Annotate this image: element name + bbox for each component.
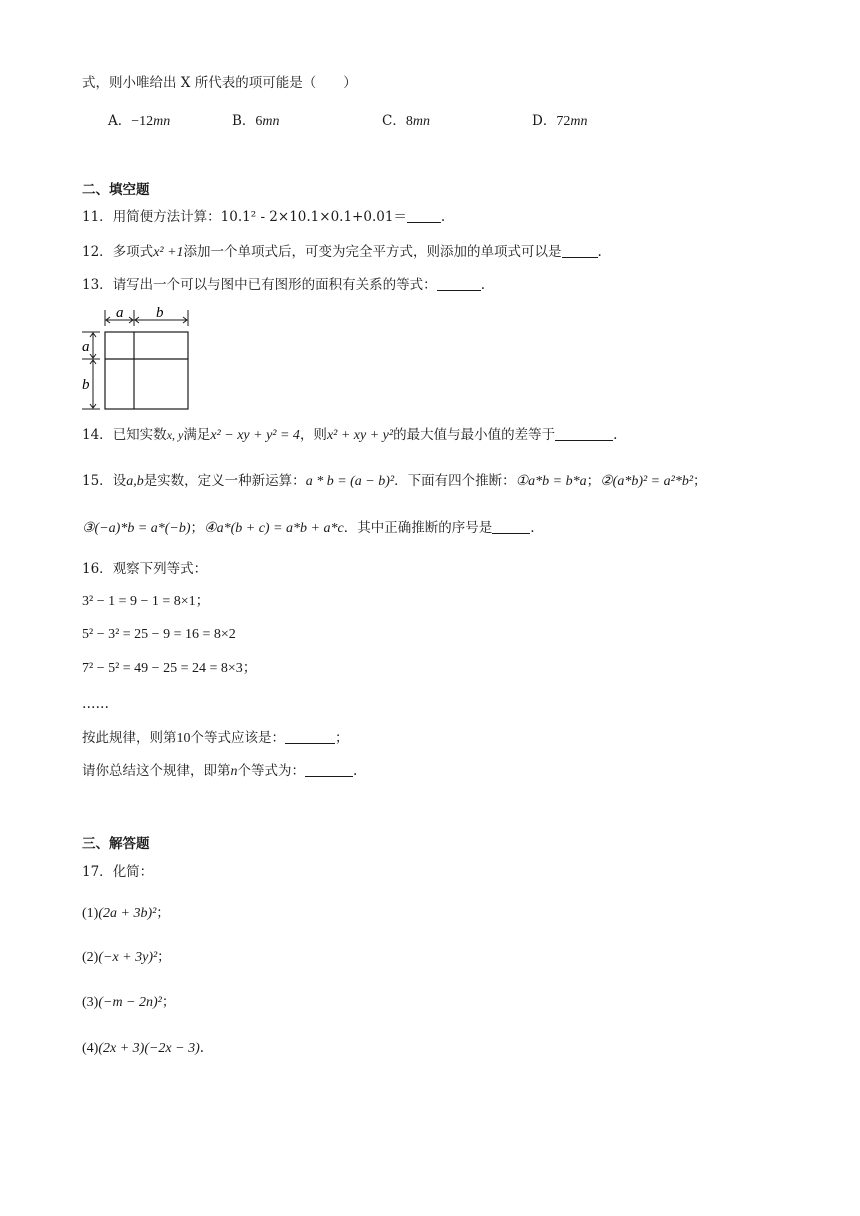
math-expression: x² + xy + y² <box>326 428 394 443</box>
option-letter: C． <box>382 113 406 129</box>
q10-tail: 式，则小唯给出 X 所代表的项可能是（ ） <box>82 75 357 91</box>
pattern-equation-1: 3² − 1 = 9 − 1 = 8×1； <box>82 594 210 609</box>
question-text: 请写出一个可以与图中已有图形的面积有关系的等式： <box>112 277 437 293</box>
option-var: mn <box>262 114 280 129</box>
answer-blank[interactable] <box>492 520 530 534</box>
math-number: 10 <box>176 731 191 746</box>
pattern-equation-3: 7² − 5² = 49 − 25 = 24 = 8×3； <box>82 661 257 676</box>
question-number: 14． <box>82 427 113 443</box>
answer-blank[interactable] <box>555 427 613 441</box>
item-label: (1) <box>82 906 99 921</box>
q17-item-4 <box>82 1039 204 1058</box>
q17-item-2 <box>82 948 171 967</box>
pattern-equation-2: 5² − 3² = 25 − 9 = 16 = 8×2 <box>82 627 236 642</box>
question-end: ； <box>335 730 349 746</box>
question-text: ，则 <box>299 427 327 443</box>
math-expression: (−x + 3y)² <box>98 950 158 965</box>
question-end: . <box>440 209 446 225</box>
fig-label-top-b: b <box>156 305 164 321</box>
option-c[interactable] <box>382 109 430 130</box>
fig-label-side-a: a <box>82 339 90 355</box>
question-text: 是实数，定义一种新运算： <box>143 473 306 489</box>
question-11 <box>82 208 445 226</box>
question-text: ．下面有四个推断： <box>394 473 516 489</box>
math-expression: (−m − 2n)² <box>98 995 162 1010</box>
question-14 <box>82 426 617 445</box>
question-16 <box>82 560 207 578</box>
math-expression: x² − xy + y² = 4 <box>210 428 300 443</box>
option-var: mn <box>412 114 430 129</box>
question-13 <box>82 276 485 294</box>
question-text: 个等式应该是： <box>190 730 285 746</box>
option-value: 6 <box>255 114 263 129</box>
question-end: . <box>480 277 485 293</box>
question-end: . <box>613 427 618 443</box>
item-end: . <box>199 1040 205 1056</box>
option-letter: A． <box>108 113 132 129</box>
question-number: 16． <box>82 561 113 577</box>
question-text: 请你总结这个规律，即第 <box>82 763 231 779</box>
inference-3: ③(−a)*b = a*(−b) <box>82 521 191 536</box>
answer-blank[interactable] <box>407 209 441 223</box>
math-expression: (2a + 3b)² <box>98 906 157 921</box>
option-b[interactable] <box>232 109 280 130</box>
separator: ； <box>586 473 601 489</box>
math-vars: x, y <box>166 428 184 442</box>
option-var: mn <box>570 114 588 129</box>
question-number: 13． <box>82 277 113 293</box>
separator: ； <box>190 520 205 536</box>
item-label: (3) <box>82 995 99 1010</box>
item-label: (2) <box>82 950 99 965</box>
question-text: 观察下列等式： <box>112 561 208 577</box>
question-number: 17． <box>82 864 113 880</box>
question-number: 15． <box>82 473 113 489</box>
question-end: . <box>353 763 358 779</box>
section-heading-fill-in: 二、填空题 <box>82 182 150 198</box>
question-number: 11． <box>82 209 113 225</box>
answer-blank[interactable] <box>305 763 353 777</box>
inference-1: ①a*b = b*a <box>515 474 587 489</box>
math-var: n <box>230 764 238 779</box>
option-a[interactable] <box>108 109 170 130</box>
math-definition: a * b = (a − b)² <box>305 474 395 489</box>
question-15 <box>82 472 707 491</box>
question-text: 用简便方法计算：10.1² - 2×10.1×0.1+0.01＝ <box>112 209 407 225</box>
q17-item-1 <box>82 904 170 923</box>
item-end: ； <box>156 905 170 921</box>
question-text: 添加一个单项式后，可变为完全平方式，则添加的单项式可以是 <box>183 244 562 260</box>
question-text: 化简： <box>112 864 154 880</box>
question-text: 已知实数 <box>112 427 167 443</box>
question-end: . <box>530 520 535 536</box>
answer-blank[interactable] <box>562 244 598 258</box>
question-17 <box>82 863 153 881</box>
math-expression: (2x + 3)(−2x − 3) <box>98 1041 200 1056</box>
separator: ； <box>693 473 707 489</box>
question-number: 12． <box>82 244 113 260</box>
item-end: ； <box>157 949 171 965</box>
question-text: 满足 <box>183 427 211 443</box>
question-end: . <box>597 244 602 260</box>
question-15-continued <box>82 519 535 538</box>
question-text: 的最大值与最小值的差等于 <box>393 427 556 443</box>
option-value: 72 <box>556 114 571 129</box>
inference-4: ④a*(b + c) = a*b + a*c <box>204 521 344 536</box>
inference-2: ②(a*b)² = a²*b² <box>600 474 694 489</box>
item-end: ； <box>161 994 176 1010</box>
option-letter: D． <box>532 113 557 129</box>
option-d[interactable] <box>532 109 587 130</box>
math-expression: x² +1 <box>153 245 184 260</box>
question-text: 多项式 <box>112 244 154 260</box>
question-text: ．其中正确推断的序号是 <box>343 520 493 536</box>
question-16-ask-1 <box>82 729 349 748</box>
ellipsis: …… <box>82 696 109 712</box>
fig-label-side-b: b <box>82 377 90 393</box>
answer-blank[interactable] <box>437 277 481 291</box>
question-12 <box>82 243 602 262</box>
fig-label-top-a: a <box>116 305 124 321</box>
question-text: 按此规律，则第 <box>82 730 177 746</box>
square-division-figure <box>78 302 198 414</box>
option-letter: B． <box>232 113 256 129</box>
math-vars: a,b <box>126 474 144 489</box>
question-text: 个等式为： <box>237 763 305 779</box>
option-var: mn <box>153 114 171 129</box>
item-label: (4) <box>82 1041 99 1056</box>
option-value: 8 <box>405 114 413 129</box>
answer-blank[interactable] <box>285 730 335 744</box>
question-16-ask-2 <box>82 762 357 781</box>
question-text: 设 <box>112 473 127 489</box>
q17-item-3 <box>82 993 175 1012</box>
option-value: −12 <box>131 114 154 129</box>
section-heading-solve: 三、解答题 <box>82 836 150 852</box>
